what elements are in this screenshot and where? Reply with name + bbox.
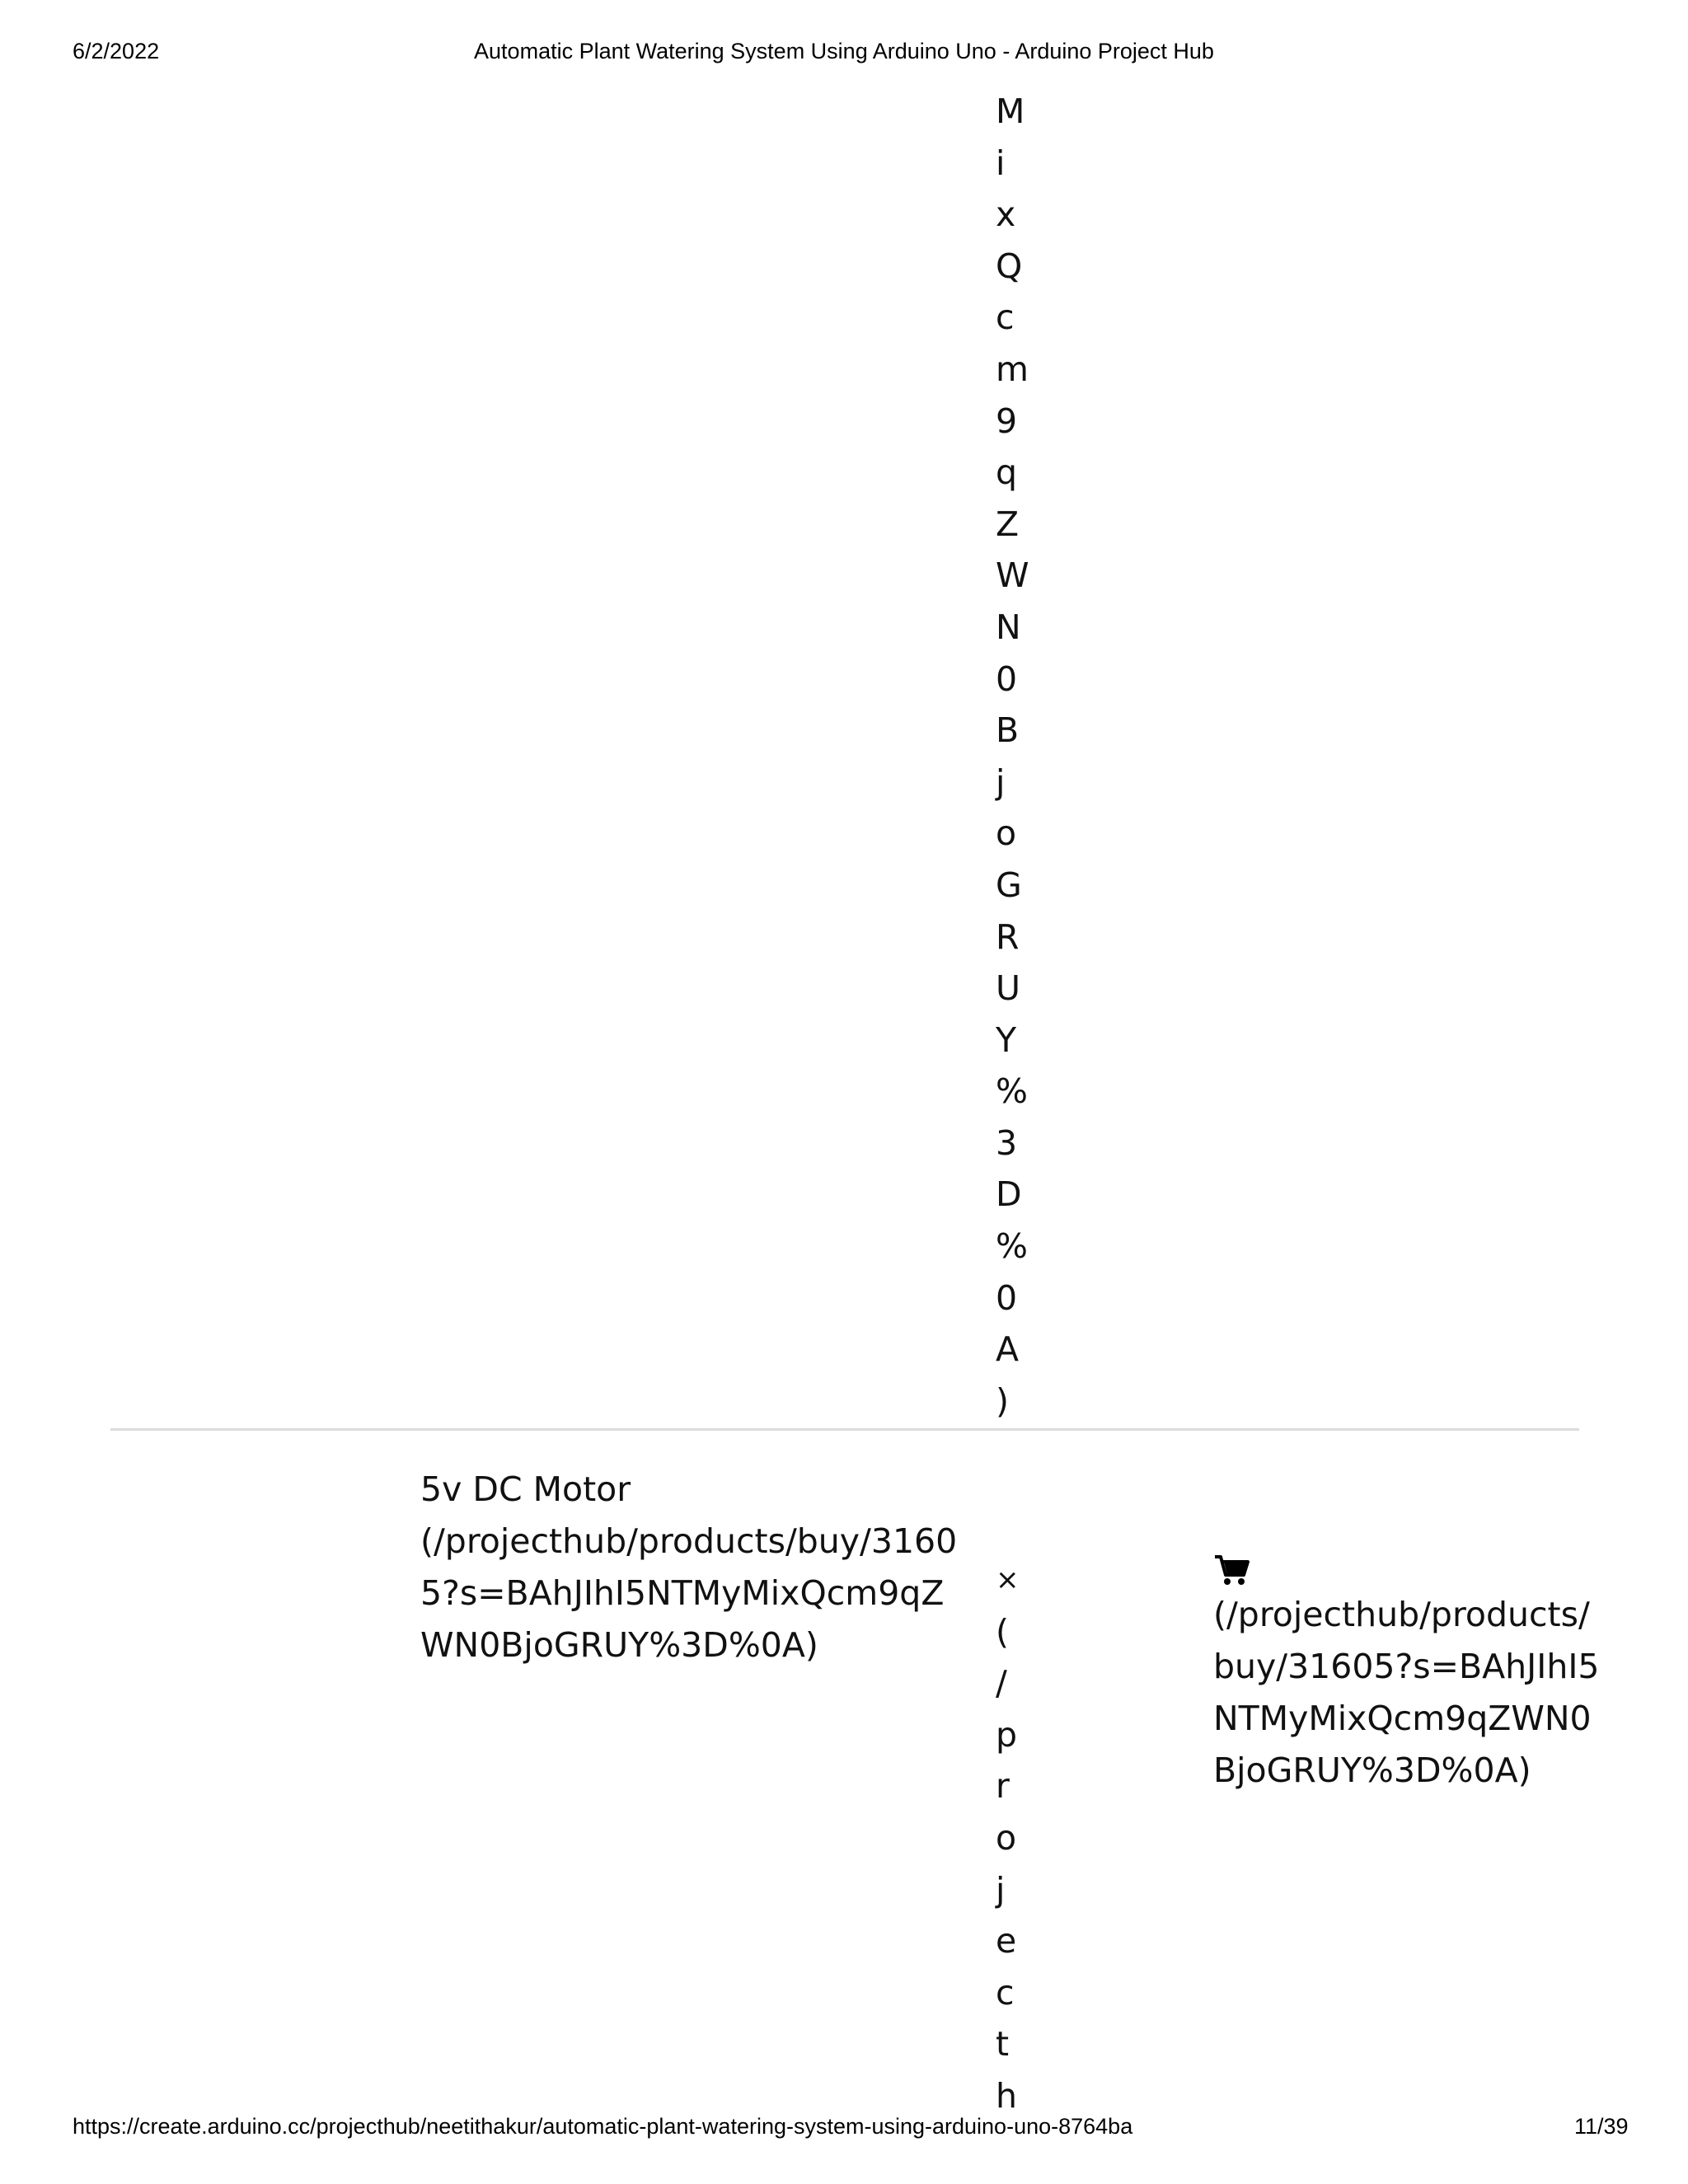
vertical-fragment-char[interactable]: M xyxy=(996,91,1025,131)
vertical-fragment-char[interactable]: D xyxy=(996,1174,1022,1215)
row-divider xyxy=(110,1428,1579,1431)
vertical-fragment-char[interactable]: 9 xyxy=(996,401,1018,441)
vertical-fragment-char[interactable]: m xyxy=(996,349,1029,389)
buy-link[interactable]: (/projecthub/products/buy/31605?s=BAhJIhI5NTMyMixQcm9qZWN0BjoGRUY%3D%0A) xyxy=(1213,1595,1600,1790)
vertical-fragment-char[interactable]: 3 xyxy=(996,1122,1018,1163)
print-page-title: Automatic Plant Watering System Using Arduino Uno - Arduino Project Hub xyxy=(474,39,1214,63)
vertical-fragment-char[interactable]: j xyxy=(996,762,1006,802)
remove-link-char[interactable]: / xyxy=(996,1663,1007,1704)
vertical-fragment-char[interactable]: Z xyxy=(996,504,1020,544)
vertical-fragment-char[interactable]: U xyxy=(996,968,1021,1009)
remove-link-char[interactable]: j xyxy=(996,1869,1006,1910)
remove-link-char[interactable]: p xyxy=(996,1714,1018,1755)
vertical-fragment-char[interactable]: i xyxy=(996,143,1006,183)
buy-cell[interactable] xyxy=(1213,1551,1609,1797)
remove-link-char[interactable]: o xyxy=(996,1817,1017,1858)
remove-link-char[interactable]: ( xyxy=(996,1611,1009,1652)
vertical-fragment-char[interactable]: % xyxy=(996,1071,1028,1112)
vertical-fragment-char[interactable]: R xyxy=(996,916,1020,957)
remove-link-char[interactable]: c xyxy=(996,1972,1015,2013)
vertical-fragment-char[interactable]: 0 xyxy=(996,658,1018,699)
remove-link-char[interactable]: t xyxy=(996,2024,1010,2064)
vertical-fragment-char[interactable]: ) xyxy=(996,1380,1009,1421)
remove-link-char[interactable]: e xyxy=(996,1921,1017,1961)
vertical-link-fragment[interactable] xyxy=(996,86,1032,1427)
vertical-fragment-char[interactable]: c xyxy=(996,298,1015,338)
remove-link-char[interactable]: r xyxy=(996,1766,1010,1807)
vertical-fragment-char[interactable]: Q xyxy=(996,246,1023,286)
shopping-cart-icon[interactable] xyxy=(1213,1551,1250,1587)
product-name[interactable]: 5v DC Motor xyxy=(420,1469,631,1509)
vertical-fragment-char[interactable]: Y xyxy=(996,1019,1017,1060)
product-name-cell[interactable] xyxy=(420,1464,964,1671)
vertical-fragment-char[interactable]: A xyxy=(996,1329,1020,1370)
remove-link-char[interactable]: h xyxy=(996,2075,1017,2116)
vertical-fragment-char[interactable]: % xyxy=(996,1226,1028,1267)
vertical-fragment-char[interactable]: W xyxy=(996,555,1029,596)
product-buy-link[interactable]: (/projecthub/products/buy/31605?s=BAhJIhI5NTMyMixQcm9qZWN0BjoGRUY%3D%0A) xyxy=(420,1521,958,1665)
vertical-fragment-char[interactable]: N xyxy=(996,607,1021,647)
page-number: 11/39 xyxy=(1574,2114,1629,2139)
remove-product-link[interactable] xyxy=(996,1554,1032,2122)
vertical-fragment-char[interactable]: B xyxy=(996,710,1020,751)
vertical-fragment-char[interactable]: o xyxy=(996,813,1017,854)
vertical-fragment-char[interactable]: q xyxy=(996,452,1018,493)
vertical-fragment-char[interactable]: 0 xyxy=(996,1277,1018,1318)
remove-link-char[interactable]: × xyxy=(996,1563,1020,1596)
print-url: https://create.arduino.cc/projecthub/neetithakur/automatic-plant-watering-system-using-arduino-uno-8764ba xyxy=(73,2114,1133,2139)
vertical-fragment-char[interactable]: G xyxy=(996,865,1022,905)
vertical-fragment-char[interactable]: x xyxy=(996,194,1016,235)
print-date: 6/2/2022 xyxy=(73,39,160,63)
